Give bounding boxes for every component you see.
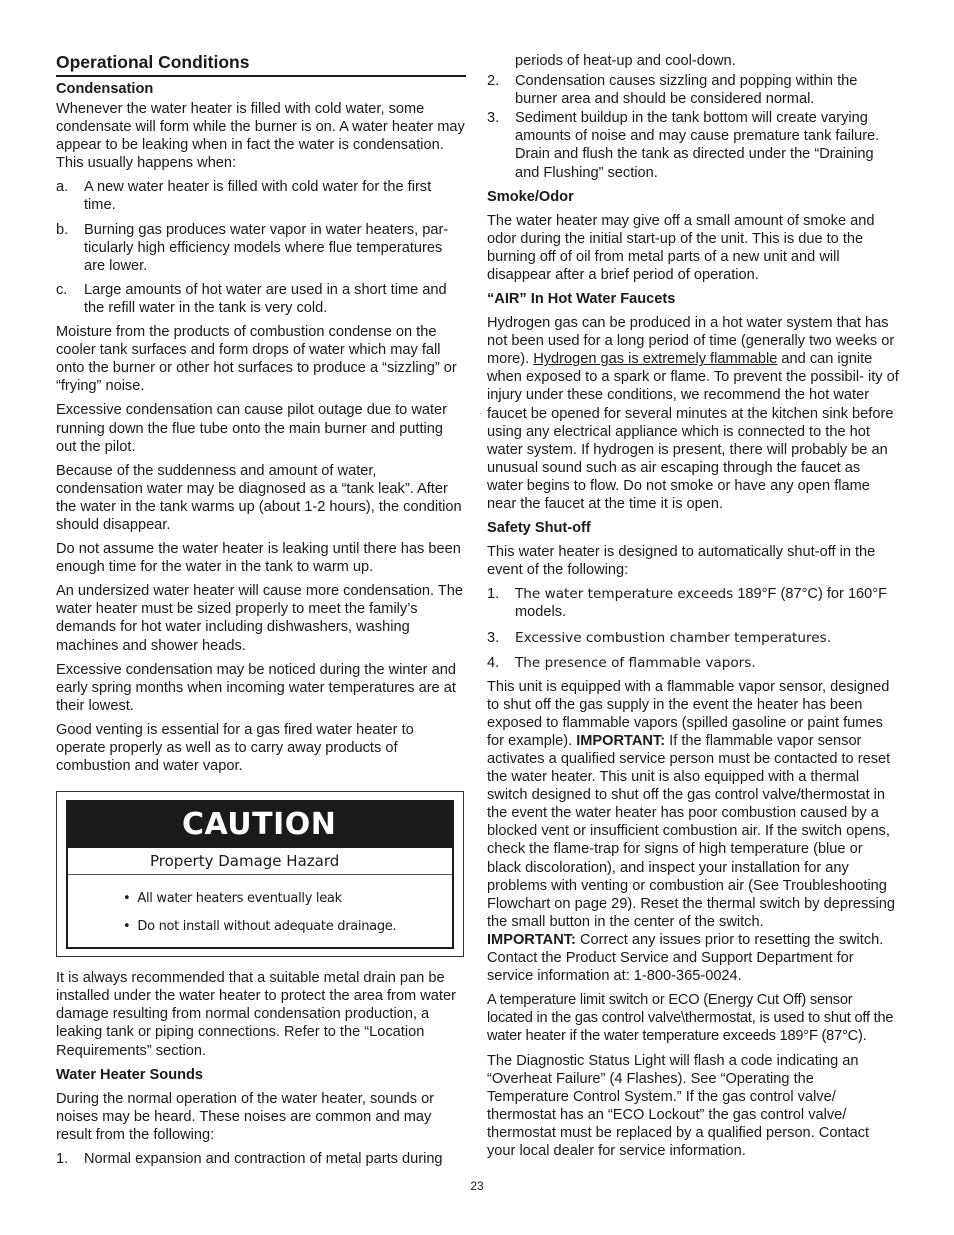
page-number: 23 [470, 1179, 484, 1193]
list-item: 4. The presence of flammable vapors. [487, 654, 756, 671]
list-item: a. A new water heater is filled with cold water for the first time. [56, 179, 432, 214]
list-item: 1. Normal expansion and contraction of metal parts during [56, 1150, 443, 1167]
list-continuation: periods of heat-up and cool-down. [515, 53, 736, 69]
paragraph: The water heater may give off a small amount of smoke and odor during the initial start-up of the unit. This is due to the burning off of oil from metal parts of a new unit and will disappear after a brief period of operation. [487, 212, 875, 283]
right-column [487, 52, 899, 1166]
sounds-list-start [56, 1150, 466, 1168]
caution-banner: CAUTION [68, 802, 452, 848]
paragraph: Moisture from the products of combustion condense on the cooler tank surfaces and form drops of water which may fall onto the burner or other hot surfaces to produce a “sizzling” or “frying” noise. [56, 324, 457, 395]
paragraph: During the normal operation of the water heater, sounds or noises may be heard. These noises are common and may result from the following: [56, 1090, 435, 1143]
list-item: c. Large amounts of hot water are used in a short time and the refill water in the tank is very cold. [56, 281, 447, 316]
shutoff-list [487, 585, 899, 671]
paragraph: It is always recommended that a suitable metal drain pan be installed under the water heater to protect the area from water damage resulting from normal condensation production, a leaking tank or piping connections. Refer to the “Location Requirements” section. [56, 970, 456, 1059]
list-item: 2. Condensation causes sizzling and popping within the burner area and should be considered normal. [487, 73, 858, 108]
paragraph: Hydrogen gas can be produced in a hot water system that has not been used for a long period of time (generally two weeks or more). Hydrogen gas is extremely flammable and can ignite when exposed to a spark or flame. To prevent the possibil- ity of injury under these conditions, we recommend the hot water faucet be opened for several minutes at the kitchen sink before using any electrical appliance which is connected to the hot water system. If hydrogen is present, there will probably be an unusual sound such as air escaping through the faucet as water begins to flow. Do not smoke or have any open flame near the faucet at the time it is open. [487, 315, 899, 512]
caution-box [56, 791, 464, 957]
list-item: 1. The water temperature exceeds 189°F (87°C) for 160°F models. [487, 586, 888, 621]
paragraph: This water heater is designed to automatically shut-off in the event of the following: [487, 544, 876, 579]
condensation-intro: Whenever the water heater is filled with cold water, some condensate will form while the burner is on. A water heater may appear to be leaking when in fact the water is condensation. This usually happens when: [56, 101, 465, 172]
caution-subtitle: Property Damage Hazard [68, 848, 452, 875]
sounds-list [487, 72, 899, 182]
condensation-list [56, 178, 466, 317]
shutoff-heading: Safety Shut-off [487, 520, 591, 537]
list-item: 3. Excessive combustion chamber temperatures. [487, 630, 832, 647]
list-item: b. Burning gas produces water vapor in water heaters, par- ticularly high efficiency models where flue temperatures are lower. [56, 221, 449, 274]
caution-item: • Do not install without adequate drainage. [123, 913, 452, 941]
paragraph: Because of the suddenness and amount of water, condensation water may be diagnosed as a “tank leak”. After the water in the tank warms up (about 1-2 hours), the condition should disappear. [56, 462, 462, 533]
paragraph: This unit is equipped with a flammable vapor sensor, designed to shut off the gas supply in the event the heater has been exposed to flammable vapors (spilled gasoline or paint fumes for example). IMPORTANT: If the flammable vapor sensor activates a qualified service person must be contacted to reset the water heater. This unit is also equipped with a thermal switch designed to shut off the gas control valve/thermostat in the event the water heater has poor combustion caused by a blocked vent or insufficient combustion air. If the switch opens, check the flame-trap for signs of high temperature (blue or black discoloration), and inspect your installation for any problems with venting or combustion air (See Troubleshooting Flowchart on page 29). Reset the thermal switch by depressing the small button in the center of the switch. [487, 678, 896, 930]
list-item: 3. Sediment buildup in the tank bottom will create varying amounts of noise and may cause premature tank failure. Drain and flush the tank as directed under the “Draining and Flushing” section. [487, 110, 880, 181]
paragraph: Excessive condensation may be noticed during the winter and early spring months when incoming water temperatures are at their lowest. [56, 661, 456, 714]
caution-item: • All water heaters eventually leak [123, 885, 452, 913]
paragraph: An undersized water heater will cause more condensation. The water heater must be sized properly to meet the family’s demands for hot water including dishwashers, washing machines and shower heads. [56, 583, 463, 654]
sounds-heading: Water Heater Sounds [56, 1066, 204, 1083]
paragraph: Excessive condensation can cause pilot outage due to water running down the flue tube onto the main burner and putting out the pilot. [56, 402, 448, 455]
flammable-warning: Hydrogen gas is extremely flammable [533, 351, 778, 368]
smoke-heading: Smoke/Odor [487, 188, 574, 205]
left-column [56, 50, 466, 1174]
paragraph: Do not assume the water heater is leaking until there has been enough time for the water in the tank to warm up. [56, 541, 461, 576]
paragraph: Good venting is essential for a gas fired water heater to operate properly as well as to carry away products of combustion and water vapor. [56, 721, 414, 775]
paragraph: The Diagnostic Status Light will flash a code indicating an “Overheat Failure” (4 Flashes). See “Operating the Temperature Control System.” If the gas control valve/ thermostat has an “ECO Lockout” the gas control valve/ thermostat must be replaced by a qualified person. Contact your local dealer for service information. [487, 1052, 870, 1159]
paragraph: IMPORTANT: Correct any issues prior to resetting the switch. Contact the Product Service and Support Department for service information at: 1-800-365-0024. [487, 931, 884, 985]
caution-list [68, 875, 452, 947]
paragraph: A temperature limit switch or ECO (Energy Cut Off) sensor located in the gas control valve\thermostat, is used to shut off the water heater if the water temperature exceeds 189°F (87°C). [487, 992, 894, 1045]
air-heading: “AIR” In Hot Water Faucets [487, 291, 676, 308]
condensation-heading: Condensation [56, 81, 154, 97]
section-title: Operational Conditions [56, 50, 466, 77]
